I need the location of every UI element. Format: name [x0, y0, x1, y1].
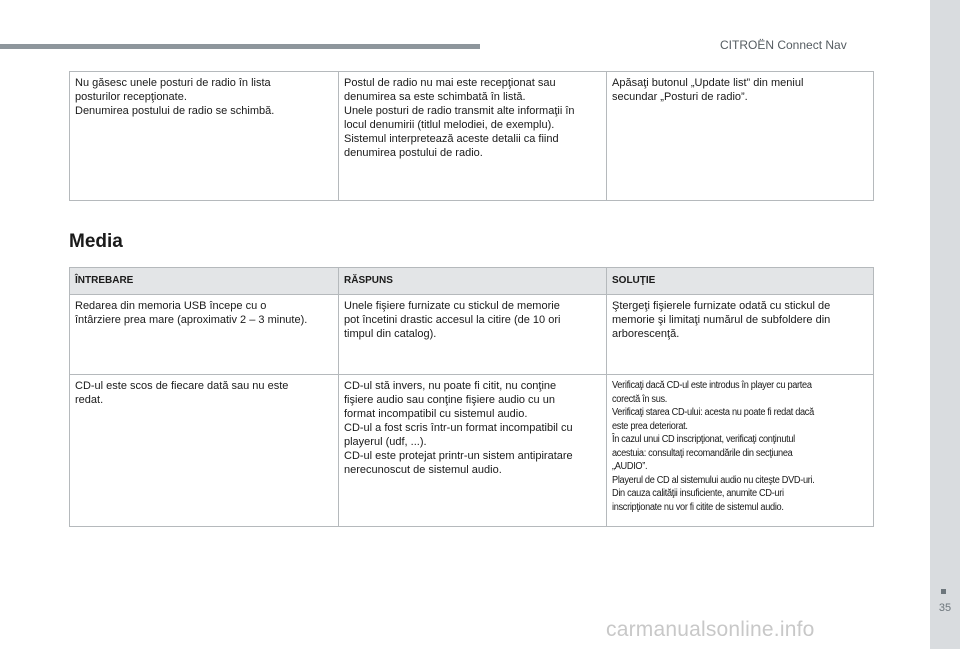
- media-troubleshooting-table: [69, 267, 874, 527]
- section-title-media: Media: [69, 231, 123, 252]
- table-row: [70, 375, 874, 527]
- column-header-question: ÎNTREBARE: [70, 268, 339, 295]
- radio-troubleshooting-table: [69, 71, 874, 201]
- solution-cell: [607, 375, 874, 527]
- solution-cell-text: Verificaţi dacă CD-ul este introdus în player cu partea corectă în sus. Verificaţi starea CD-ului: acesta nu poate fi redat dacă este prea deteriorat. În cazul unui CD inscripţionat, verificaţi conţinutul acestuia: consultaţi recomandările din secţiunea „AUDIO”. Playerul de CD al sistemului audio nu citeşte DVD-uri. Din cauza calităţii insuficiente, anumite CD-uri inscripţionate nu vor fi citite de sistemul audio.: [612, 380, 815, 513]
- answer-cell: CD-ul stă invers, nu poate fi citit, nu conţine fişiere audio sau conţine fişiere audio cu un format incompatibil cu sistemul audio. CD-ul a fost scris într-un format incompatibil cu playerul (udf, ...). CD-ul este protejat printr-un sistem antipiratare nerecunoscut de sistemul audio.: [339, 375, 607, 527]
- solution-cell: Apăsaţi butonul „Update list” din meniul secundar „Posturi de radio”.: [607, 72, 874, 201]
- page-header-title: CITROËN Connect Nav: [720, 38, 847, 52]
- table-row: [70, 295, 874, 375]
- header-accent-bar: [0, 44, 480, 49]
- table-header-row: [70, 268, 874, 295]
- column-header-solution: SOLUŢIE: [607, 268, 874, 295]
- question-cell: Nu găsesc unele posturi de radio în lista posturilor recepţionate. Denumirea postului de radio se schimbă.: [70, 72, 339, 201]
- answer-cell: Postul de radio nu mai este recepţionat sau denumirea sa este schimbată în listă. Unele posturi de radio transmit alte informaţii în locul denumirii (titlul melodiei, de exemplu). Sistemul interpretează aceste detalii ca fiind denumirea postului de radio.: [339, 72, 607, 201]
- watermark: carmanualsonline.info: [606, 618, 815, 641]
- side-strip: [930, 0, 960, 649]
- page-number: 35: [938, 602, 952, 614]
- question-cell: Redarea din memoria USB începe cu o întârziere prea mare (aproximativ 2 – 3 minute).: [70, 295, 339, 375]
- solution-cell: Ştergeţi fişierele furnizate odată cu stickul de memorie şi limitaţi numărul de subfoldere din arborescenţă.: [607, 295, 874, 375]
- answer-cell: Unele fişiere furnizate cu stickul de memorie pot încetini drastic accesul la citire (de 10 ori timpul din catalog).: [339, 295, 607, 375]
- column-header-answer: RĂSPUNS: [339, 268, 607, 295]
- page-marker: [941, 589, 946, 594]
- table-row: [70, 72, 874, 201]
- question-cell: CD-ul este scos de fiecare dată sau nu este redat.: [70, 375, 339, 527]
